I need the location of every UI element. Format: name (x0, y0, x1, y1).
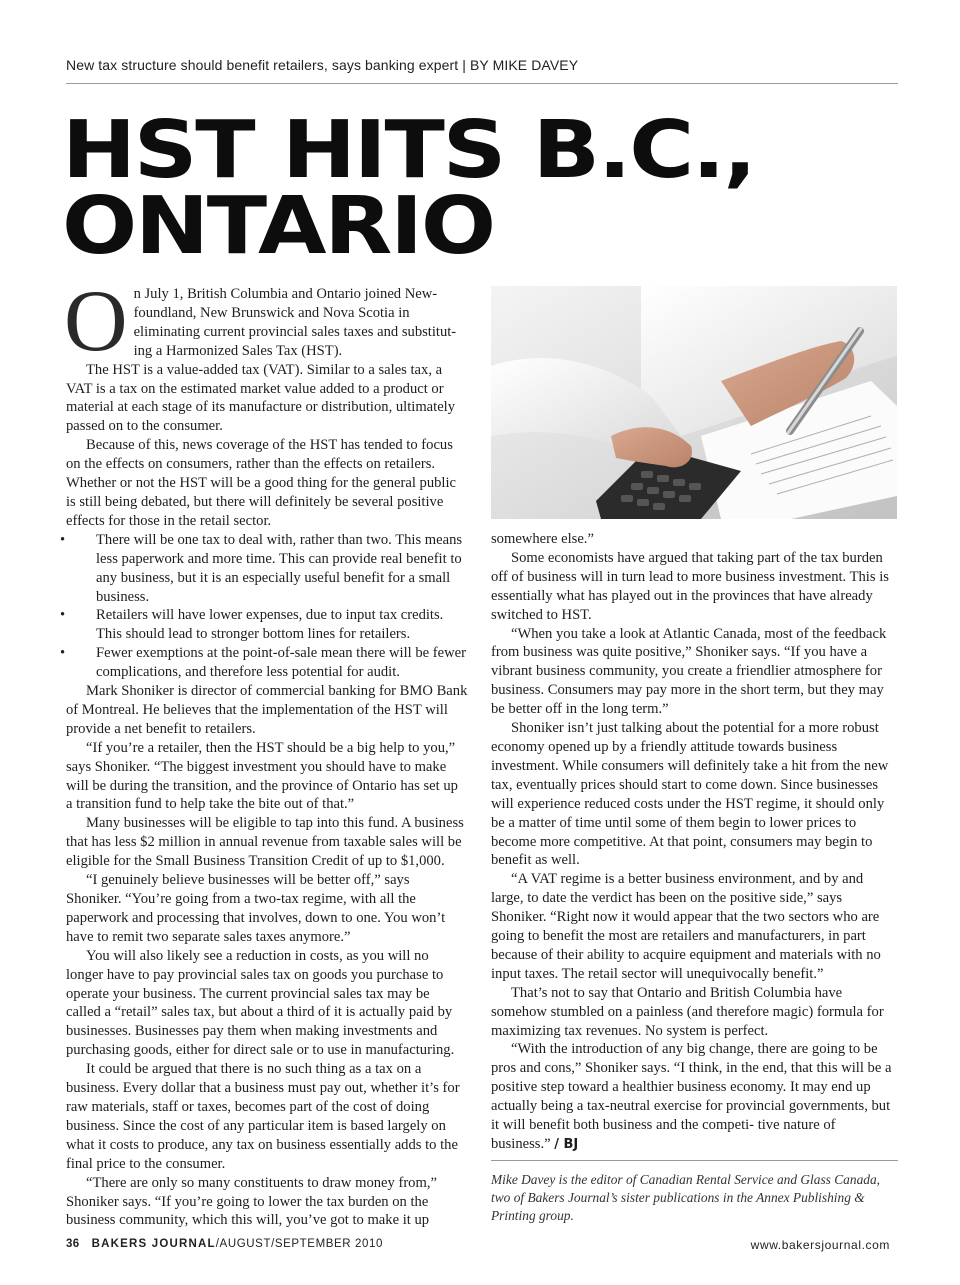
closing-text: “With the introduction of any big change, there are going to be pros and cons,” Shoniker says. “I think, in the end, that this will be a positive step toward a healthier business economy. It may end up actually being a tax-neutral exercise for provincial governments, but it will benefit both business and the competi- tive nature of business.” (491, 1041, 892, 1152)
magazine-name: BAKERS JOURNAL (91, 1238, 216, 1250)
body-paragraph: The HST is a value-added tax (VAT). Similar to a sales tax, a VAT is a tax on the estimated market value added to a product or material at each stage of its manufacture or distribution, ultimately passed on to the consumer. (66, 361, 456, 435)
bullet-icon: • (60, 645, 66, 662)
page-folio (66, 1238, 383, 1250)
author-bio: Mike Davey is the editor of Canadian Rental Service and Glass Canada, two of Bakers Journal’s sister publications in the Annex Publishing & Printing group. (491, 1172, 881, 1223)
article-photo (491, 286, 897, 519)
list-item (60, 606, 468, 644)
body-paragraph: That’s not to say that Ontario and British Columbia have somehow stumbled on a painless (and therefore magic) formula for maximizing tax revenues. No system is perfect. (491, 984, 884, 1039)
article-column-right (491, 530, 894, 1155)
body-paragraph: You will also likely see a reduction in costs, as you will no longer have to pay provincial sales tax on goods you purchase to operate your business. The current provincial sales tax may be called a “retail” sales tax, but about a third of it is actually paid by businesses. Businesses pay them when making investments and purchasing goods, either for direct sale or to use in manufacturing. (66, 947, 455, 1059)
deck-divider (66, 83, 898, 84)
body-paragraph: Because of this, news coverage of the HST has tended to focus on the effects on consumers, rather than the effects on retailers. Whether or not the HST will be a good thing for the general public is still being debated, but there will definitely be several positive effects for those in the retail sector. (66, 437, 457, 529)
body-paragraph: Some economists have argued that taking part of the tax burden off of business will in turn lead to more business investment. This is essentially what has played out in the provinces that have already switched to HST. (491, 549, 889, 623)
body-paragraph: “When you take a look at Atlantic Canada, most of the feedback from business was quite positive,” Shoniker says. “If you have a vibrant business community, you create a friendlier atmosphere for business. Consumers may pay more in the short term, but they may be better off in the long term.” (491, 625, 887, 718)
list-item-text: Retailers will have lower expenses, due to input tax credits. This should lead to stronger bottom lines for retailers. (96, 607, 444, 643)
list-item (60, 531, 468, 607)
body-paragraph: Mark Shoniker is director of commercial banking for BMO Bank of Montreal. He believes that the implementation of the HST will provide a net benefit to retailers. (66, 683, 468, 737)
body-paragraph: Many businesses will be eligible to tap into this fund. A business that has less $2 million in annual revenue from taxable sales will be eligible for the Small Business Transition Credit of up to $1,000. (66, 815, 464, 870)
body-paragraph: “There are only so many constituents to draw money from,” Shoniker says. “If you’re going to lower the tax burden on the business community, which this will, you’ve got to make it up (66, 1174, 437, 1229)
bj-signoff: / BJ (554, 1137, 579, 1152)
page-number: 36 (66, 1238, 80, 1250)
article-headline (62, 104, 755, 272)
lead-paragraph (64, 273, 468, 370)
bullet-icon: • (60, 607, 66, 624)
issue-date: /AUGUST/SEPTEMBER 2010 (215, 1238, 383, 1250)
list-item-text: There will be one tax to deal with, rather than two. This means less paperwork and more time. This can provide real benefit to any business, but it is an especially useful benefit for a small business. (96, 531, 463, 605)
body-paragraph: It could be argued that there is no such thing as a tax on a business. Every dollar that a business must pay out, whether it’s for raw materials, staff or taxes, becomes part of the cost of doing business. Since the cost of any particular item is based largely on what it costs to produce, any tax on business essentially adds to the final price to the consumer. (66, 1061, 460, 1172)
calculator-and-pen-illustration (491, 286, 897, 519)
body-paragraph: “If you’re a retailer, then the HST should be a big help to you,” says Shoniker. “The biggest investment you should have to make will be during the transition, and the province of Ontario has set up a transition fund to help take the bite out of that.” (66, 739, 458, 813)
body-paragraph: “A VAT regime is a better business environment, and by and large, to date the verdict has been on the positive side,” says Shoniker. “Right now it would appear that the two sectors who are going to benefit the most are retailers and manufacturers, in part because of their ability to acquire equipment and materials with no input taxes. The retail sector will unequivocally benefit.” (491, 871, 881, 982)
bullet-icon: • (60, 531, 66, 548)
body-paragraph: “I genuinely believe businesses will be better off,” says Shoniker. “You’re going from a two-tax regime, with all the paperwork and processing that involves, down to one. You won’t have to remit two separate sales taxes anymore.” (66, 872, 446, 945)
list-item-text: Fewer exemptions at the point-of-sale mean there will be fewer complications, and therefore less potential for audit. (96, 645, 466, 681)
body-paragraph: Shoniker isn’t just talking about the potential for a more robust economy opened up by a friendly attitude towards business investment. While consumers will definitely take a hit from the new tax, eventually prices should start to come down. Since businesses will experience reduced costs under the HST regime, it should only be a matter of time until some of them begin to lower prices to become more competitive. At that point, consumers may begin to benefit as well. (491, 720, 889, 869)
article-deck: New tax structure should benefit retailers, says banking expert | BY MIKE DAVEY (66, 57, 579, 73)
lead-text: n July 1, British Columbia and Ontario joined New- foundland, New Brunswick and Nova Scotia in eliminating current provincial sales taxes and substitut- ing a Harmonized Sales Tax (HST). (133, 286, 457, 359)
closing-paragraph (491, 1040, 894, 1154)
footnote-divider (491, 1160, 898, 1161)
headline-line-1: HST HITS B.C., (62, 104, 755, 196)
drop-cap: O (64, 273, 128, 370)
list-item (60, 644, 468, 682)
body-paragraph: somewhere else.” (491, 531, 594, 547)
headline-line-2: ONTARIO (62, 180, 494, 272)
article-column-left (60, 273, 468, 1230)
website-url: www.bakersjournal.com (750, 1238, 890, 1252)
benefits-list (60, 531, 468, 682)
